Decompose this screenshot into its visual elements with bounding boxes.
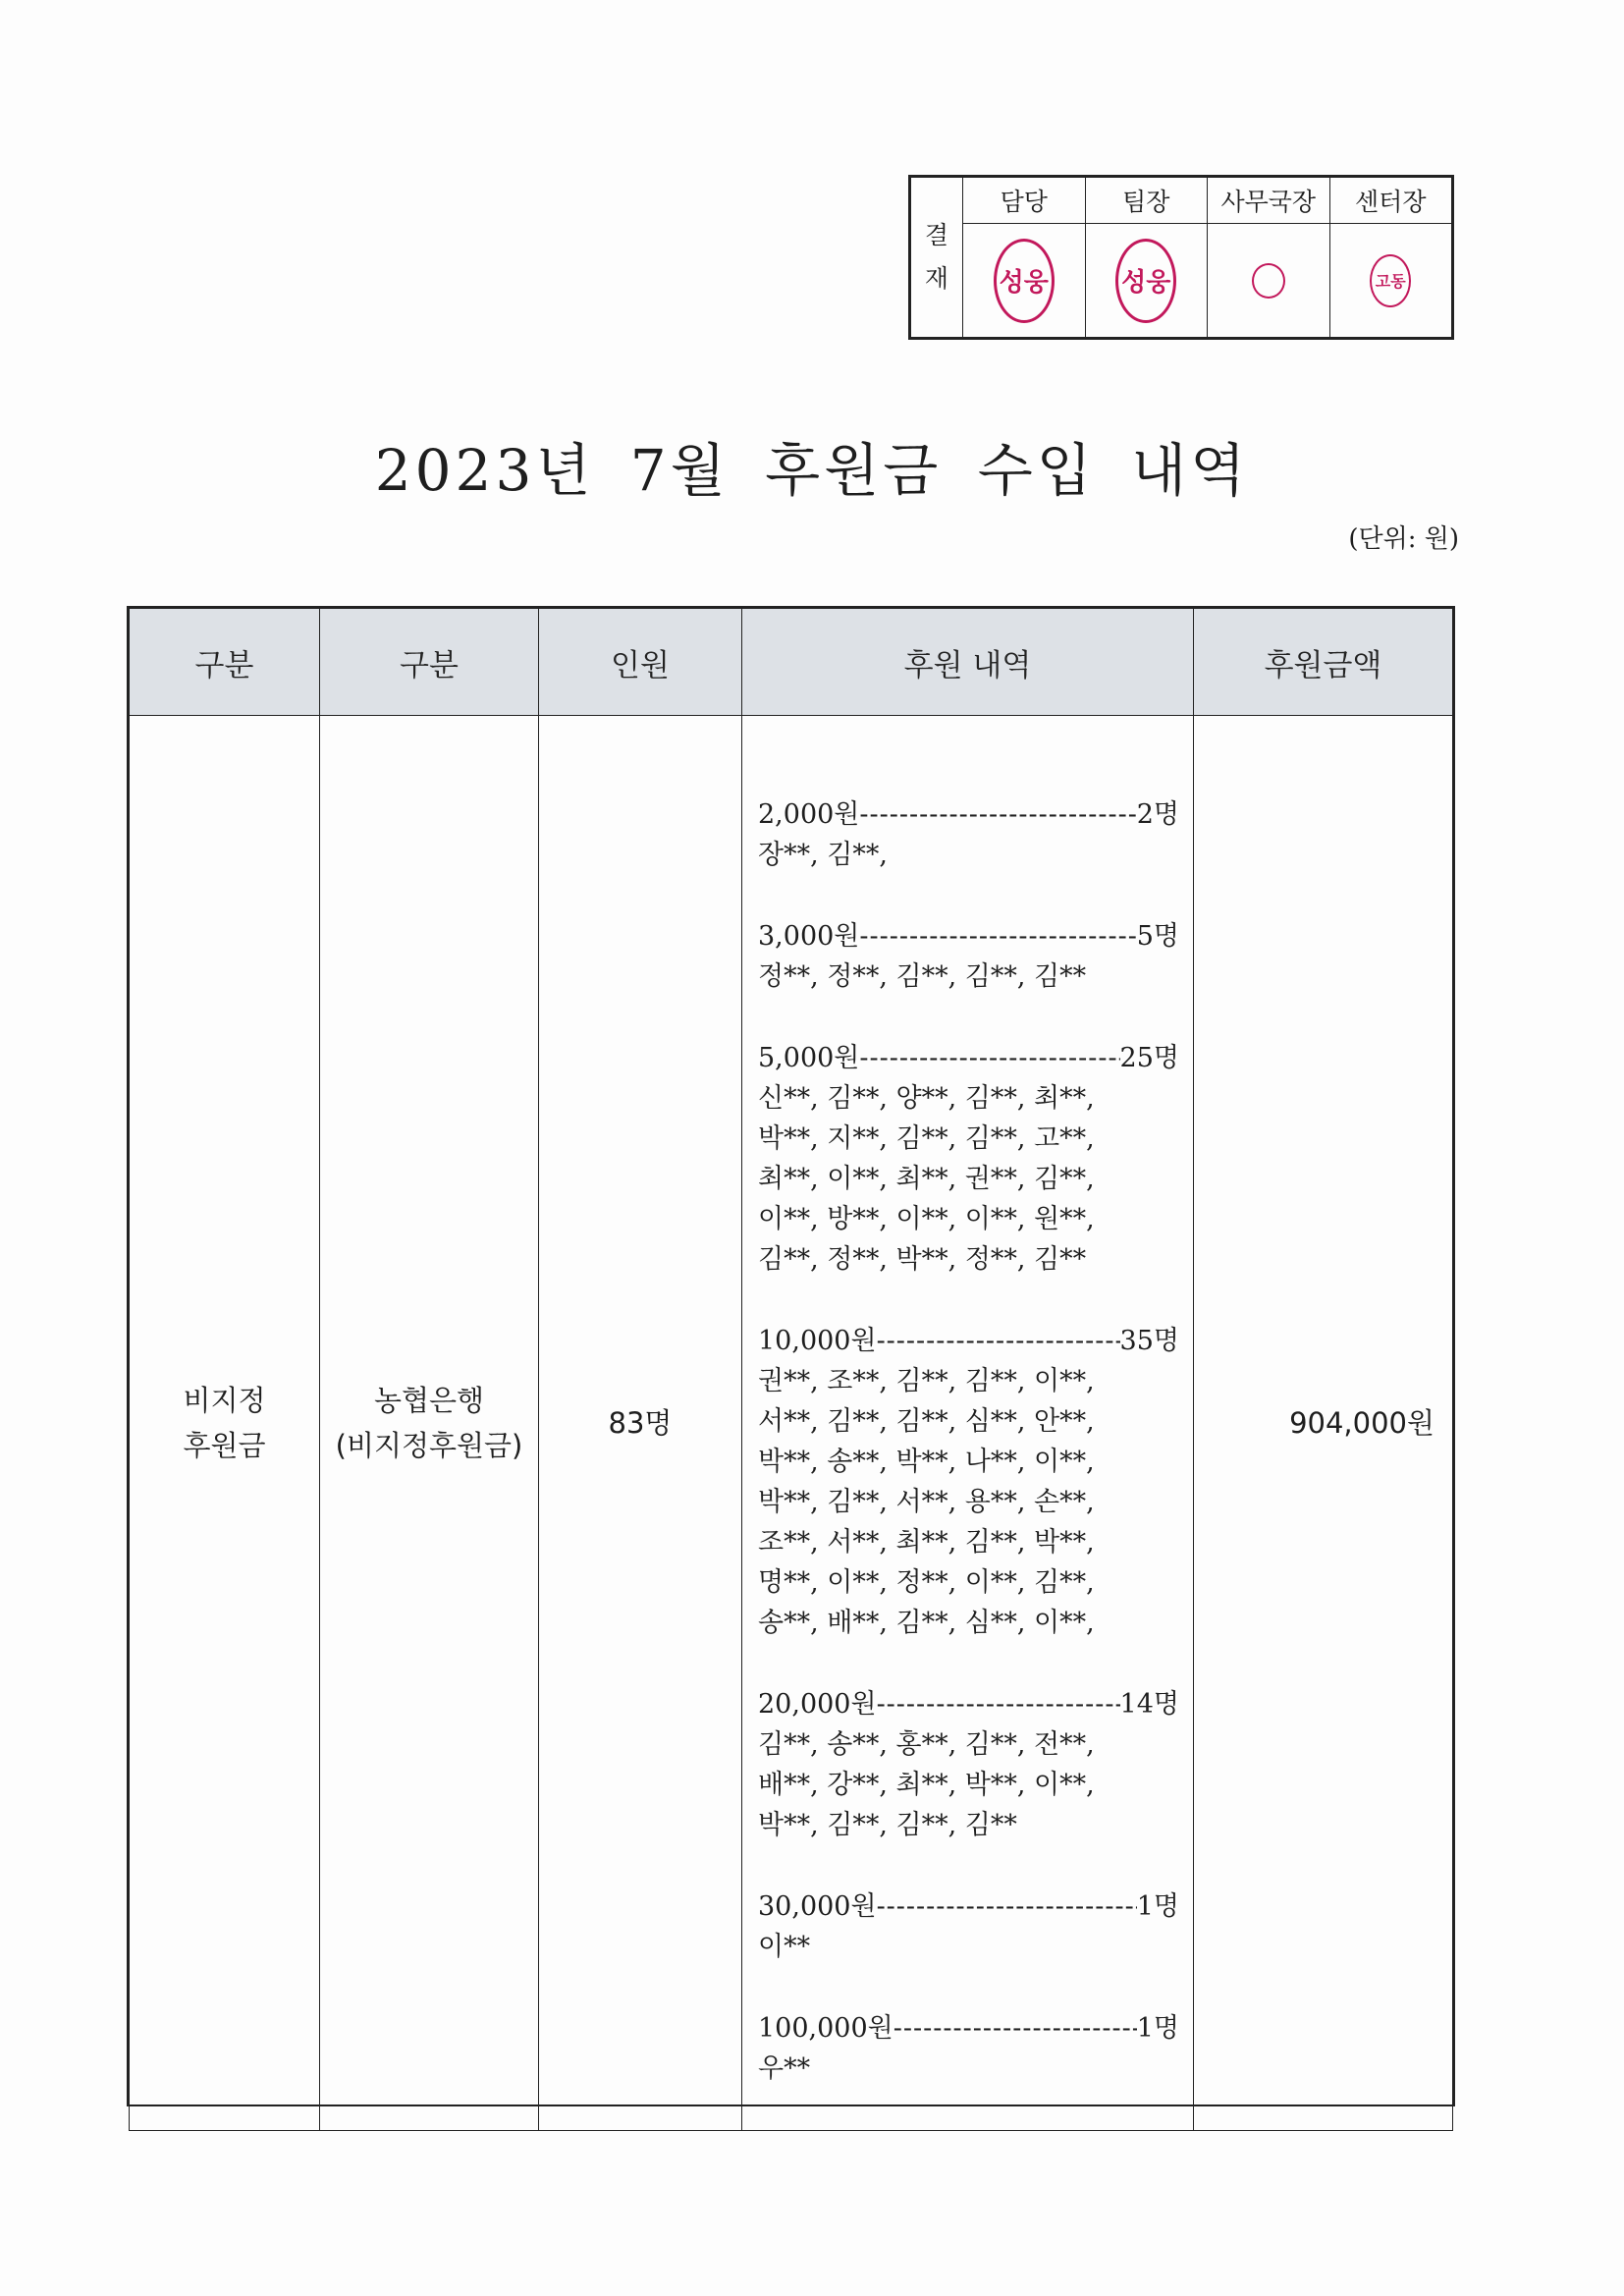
donor-names-line: 조**, 서**, 최**, 김**, 박**, bbox=[758, 1527, 1095, 1558]
document-title: 2023년 7월 후원금 수입 내역 bbox=[374, 437, 1250, 504]
group-amount: 10,000원 bbox=[758, 1326, 877, 1356]
account-cell bbox=[320, 716, 539, 2131]
details-cell bbox=[742, 716, 1194, 2131]
donation-table bbox=[127, 606, 1455, 2106]
header-subcategory: 구분 bbox=[320, 609, 539, 716]
group-count: 25명 bbox=[1119, 1043, 1179, 1073]
group-amount: 3,000원 bbox=[758, 921, 860, 952]
donor-names-line: 장**, 김**, bbox=[758, 840, 888, 870]
donor-names-line: 배**, 강**, 최**, 박**, 이**, bbox=[758, 1770, 1095, 1800]
account-line-2: (비지정후원금) bbox=[335, 1429, 523, 1462]
unit-label: (단위: 원) bbox=[1348, 524, 1459, 554]
category-line-2: 후원금 bbox=[183, 1429, 266, 1462]
dash-leader bbox=[859, 1038, 1119, 1078]
approval-header-staff: 담당 bbox=[963, 178, 1086, 224]
donation-group bbox=[758, 1684, 1179, 1845]
total-amount: 904,000원 bbox=[1194, 716, 1453, 2131]
account-line-1: 농협은행 bbox=[373, 1384, 485, 1417]
seal-stamp bbox=[1252, 263, 1285, 299]
donor-names-line: 권**, 조**, 김**, 김**, 이**, bbox=[758, 1366, 1095, 1396]
header-people: 인원 bbox=[539, 609, 742, 716]
approval-label-1: 결 bbox=[924, 221, 949, 249]
donor-names-line: 서**, 김**, 김**, 심**, 안**, bbox=[758, 1406, 1095, 1437]
donor-names-line: 이** bbox=[758, 1932, 811, 1962]
category-line-1: 비지정 bbox=[183, 1384, 266, 1417]
donor-names-line: 박**, 김**, 서**, 용**, 손**, bbox=[758, 1487, 1095, 1517]
group-summary-row bbox=[758, 1321, 1179, 1361]
category-cell bbox=[130, 716, 320, 2131]
donation-group bbox=[758, 916, 1179, 997]
donor-names-line: 명**, 이**, 정**, 이**, 김**, bbox=[758, 1567, 1095, 1598]
donor-names-line: 최**, 이**, 최**, 권**, 김**, bbox=[758, 1164, 1095, 1194]
donor-names-line: 박**, 지**, 김**, 김**, 고**, bbox=[758, 1123, 1095, 1154]
donor-names-line: 우** bbox=[758, 2053, 811, 2084]
stamp-cell-teamlead bbox=[1085, 224, 1208, 338]
group-summary-row bbox=[758, 794, 1179, 835]
dash-leader bbox=[877, 1684, 1120, 1724]
donation-group bbox=[758, 794, 1179, 875]
stamp-cell-staff bbox=[963, 224, 1086, 338]
group-summary-row bbox=[758, 1038, 1179, 1078]
group-amount: 2,000원 bbox=[758, 799, 860, 830]
donor-names-line: 신**, 김**, 양**, 김**, 최**, bbox=[758, 1083, 1095, 1114]
group-amount: 5,000원 bbox=[758, 1043, 860, 1073]
donor-names-line: 이**, 방**, 이**, 이**, 원**, bbox=[758, 1204, 1095, 1234]
group-summary-row bbox=[758, 1684, 1179, 1724]
group-count: 2명 bbox=[1136, 799, 1179, 830]
donation-group bbox=[758, 1886, 1179, 1967]
group-summary-row bbox=[758, 2008, 1179, 2049]
approval-label bbox=[911, 178, 963, 338]
dash-leader bbox=[877, 1886, 1137, 1927]
table-row bbox=[130, 716, 1453, 2131]
group-count: 35명 bbox=[1119, 1326, 1179, 1356]
dash-leader bbox=[893, 2008, 1137, 2049]
group-amount: 100,000원 bbox=[758, 2013, 893, 2044]
seal-stamp: 성웅 bbox=[1115, 239, 1176, 323]
group-summary-row bbox=[758, 1886, 1179, 1927]
approval-box bbox=[908, 175, 1454, 340]
group-count: 1명 bbox=[1136, 1891, 1179, 1922]
donation-group bbox=[758, 2008, 1179, 2089]
group-count: 1명 bbox=[1136, 2013, 1179, 2044]
header-amount: 후원금액 bbox=[1194, 609, 1453, 716]
dash-leader bbox=[877, 1321, 1120, 1361]
stamp-cell-secretary bbox=[1208, 224, 1330, 338]
group-amount: 30,000원 bbox=[758, 1891, 877, 1922]
seal-stamp: 고동 bbox=[1370, 254, 1411, 307]
donation-group bbox=[758, 1321, 1179, 1643]
table-header-row bbox=[130, 609, 1453, 716]
donor-names-line: 김**, 송**, 홍**, 김**, 전**, bbox=[758, 1729, 1095, 1760]
group-amount: 20,000원 bbox=[758, 1689, 877, 1720]
group-count: 14명 bbox=[1119, 1689, 1179, 1720]
people-count: 83명 bbox=[539, 716, 742, 2131]
donor-names-line: 박**, 송**, 박**, 나**, 이**, bbox=[758, 1447, 1095, 1477]
stamp-cell-director bbox=[1329, 224, 1452, 338]
donation-group bbox=[758, 1038, 1179, 1280]
header-details: 후원 내역 bbox=[742, 609, 1194, 716]
approval-label-2: 재 bbox=[924, 264, 949, 293]
donor-names-line: 박**, 김**, 김**, 김** bbox=[758, 1810, 1017, 1840]
dash-leader bbox=[859, 916, 1136, 957]
header-category: 구분 bbox=[130, 609, 320, 716]
dash-leader bbox=[859, 794, 1136, 835]
seal-stamp: 성웅 bbox=[994, 239, 1055, 323]
donor-names-line: 정**, 정**, 김**, 김**, 김** bbox=[758, 961, 1087, 992]
approval-header-secretary: 사무국장 bbox=[1208, 178, 1330, 224]
group-count: 5명 bbox=[1136, 921, 1179, 952]
group-summary-row bbox=[758, 916, 1179, 957]
approval-header-director: 센터장 bbox=[1329, 178, 1452, 224]
donor-names-line: 김**, 정**, 박**, 정**, 김** bbox=[758, 1244, 1087, 1275]
donor-names-line: 송**, 배**, 김**, 심**, 이**, bbox=[758, 1608, 1095, 1638]
approval-header-teamlead: 팀장 bbox=[1085, 178, 1208, 224]
